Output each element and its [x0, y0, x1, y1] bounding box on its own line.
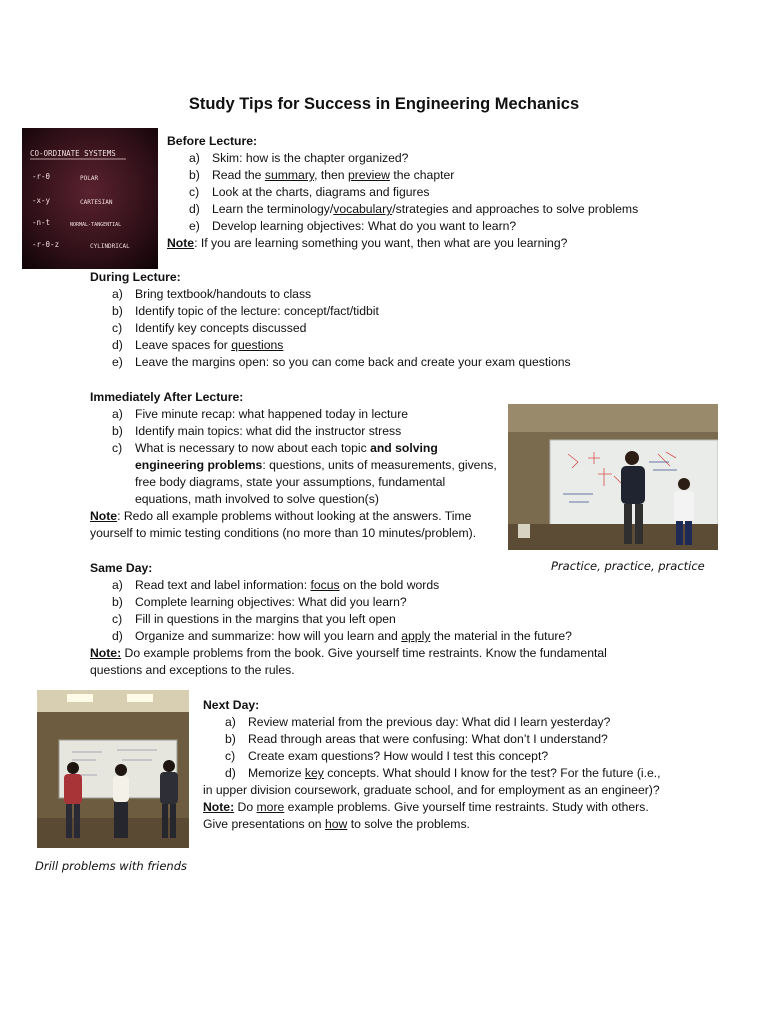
after-lecture-section — [90, 389, 500, 508]
list-item: a) Review material from the previous day: What did I learn yesterday? — [225, 715, 611, 729]
list-item: e) Develop learning objectives: What do you want to learn? — [189, 219, 517, 233]
chalkboard-drawing — [22, 128, 158, 269]
chalk-line-polar: POLAR — [80, 175, 99, 182]
list-item: b) Read through areas that were confusing: What don’t I understand? — [225, 732, 608, 746]
list-item: b) Identify topic of the lecture: concept/fact/tidbit — [112, 304, 379, 318]
list-item: c) Create exam questions? How would I test this concept? — [225, 749, 549, 763]
photo-caption: Practice, practice, practice — [551, 559, 705, 573]
chalk-line-xy: -x-y — [32, 196, 51, 205]
section-heading: Immediately After Lecture: — [90, 390, 244, 404]
note: Note: Do example problems from the book. Give yourself time restraints. Know the fundamental questions and exceptions to the rules. — [90, 646, 607, 677]
chalkboard-image — [22, 128, 158, 269]
list-item: d) Memorize key concepts. What should I know for the test? For the future (i.e., — [225, 766, 661, 780]
list-item: d) Leave spaces for questions — [112, 338, 284, 352]
list-item: c) What is necessary to now about each topic and solving engineering problems: questions, units of measurements, givens, free body diagrams, state your assumptions, fundamental equations, math involved to solve question(s) — [112, 441, 497, 506]
classroom-scene — [37, 690, 189, 848]
list-item: b) Complete learning objectives: What did you learn? — [112, 595, 407, 609]
section-heading: Next Day: — [203, 698, 260, 712]
note-continuation: Give presentations on how to solve the problems. — [203, 817, 470, 831]
chalk-line-normal-tangential: NORMAL-TANGENTIAL — [70, 222, 122, 228]
next-day-section — [203, 697, 703, 833]
before-lecture-section — [167, 133, 727, 252]
whiteboard-photo — [508, 404, 718, 550]
list-item: c) Identify key concepts discussed — [112, 321, 307, 335]
photo-caption: Drill problems with friends — [35, 859, 187, 873]
after-lecture-note: Note: Redo all example problems without looking at the answers. Time yourself to mimic testing conditions (no more than 10 minutes/problem). — [90, 509, 477, 540]
chalk-line-rtheta: -r-θ — [32, 172, 51, 181]
list-item: a) Five minute recap: what happened today in lecture — [112, 407, 409, 421]
page-title: Study Tips for Success in Engineering Mechanics — [188, 95, 580, 113]
whiteboard-scene — [508, 404, 718, 550]
list-item: a) Read text and label information: focus on the bold words — [112, 578, 440, 592]
chalk-line-cylindrical: CYLINDRICAL — [90, 243, 130, 250]
list-item: b) Identify main topics: what did the instructor stress — [112, 424, 402, 438]
list-item: c) Fill in questions in the margins that you left open — [112, 612, 396, 626]
during-lecture-section — [90, 269, 710, 371]
section-heading: Before Lecture: — [167, 134, 258, 148]
list-item: b) Read the summary, then preview the chapter — [189, 168, 455, 182]
chalk-line-rthetaz: -r-θ-z — [32, 240, 60, 249]
list-item: d) Organize and summarize: how will you learn and apply the material in the future? — [112, 629, 572, 643]
note: Note: If you are learning something you want, then what are you learning? — [167, 236, 568, 250]
chalk-line-cartesian: CARTESIAN — [80, 199, 113, 206]
note: Note: Do more example problems. Give yourself time restraints. Study with others. — [203, 800, 649, 814]
section-heading: During Lecture: — [90, 270, 181, 284]
same-day-section — [90, 560, 640, 679]
list-item: a) Skim: how is the chapter organized? — [189, 151, 409, 165]
list-item: d) Learn the terminology/vocabulary/strategies and approaches to solve problems — [189, 202, 639, 216]
chalk-line-title: CO-ORDINATE SYSTEMS — [30, 149, 116, 158]
list-item: e) Leave the margins open: so you can come back and create your exam questions — [112, 355, 571, 369]
section-heading: Same Day: — [90, 561, 153, 575]
list-item: c) Look at the charts, diagrams and figures — [189, 185, 430, 199]
list-item: a) Bring textbook/handouts to class — [112, 287, 312, 301]
list-item-continuation: in upper division coursework, graduate school, and for employment as an engineer)? — [203, 783, 660, 797]
chalk-line-nt: -n-t — [32, 218, 51, 227]
classroom-photo — [37, 690, 189, 848]
